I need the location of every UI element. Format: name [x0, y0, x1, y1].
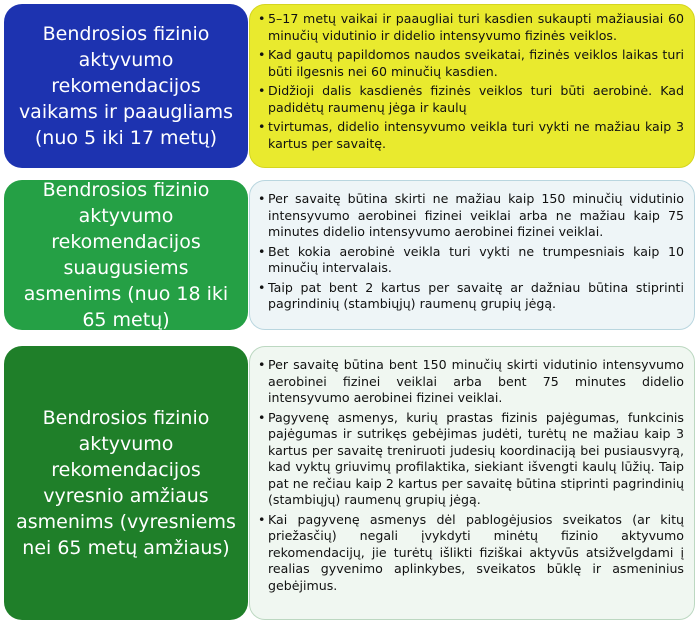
- children-label-text: Bendrosios fizinio aktyvumo rekomendacijos vaikams ir paaugliams (nuo 5 iki 17 metų): [18, 23, 234, 149]
- list-item-text: Per savaitę būtina bent 150 minučių skirti vidutinio intensyvumo aerobinei fizinei veiklai arba bent 75 minutes didelio intensyvumo aerobinei fizinei veiklai.: [268, 357, 684, 405]
- list-item: [258, 410, 684, 509]
- seniors-recommendations-box: [249, 346, 695, 620]
- bullet-icon: •: [258, 47, 266, 62]
- bullet-icon: •: [258, 357, 266, 372]
- bullet-icon: •: [258, 279, 266, 295]
- adults-recommendations-box: [249, 180, 695, 330]
- list-item: [258, 357, 684, 407]
- seniors-label-text: Bendrosios fizinio aktyvumo rekomendacijos vyresnio amžiaus asmenims (vyresniems nei 65 metų amžiaus): [16, 407, 236, 559]
- bullet-icon: •: [258, 11, 266, 26]
- adults-label-text: Bendrosios fizinio aktyvumo rekomendacijos suaugusiems asmenims (nuo 18 iki 65 metų): [23, 179, 229, 331]
- list-item-text: Bet kokia aerobinė veikla turi vykti ne trumpesniais kaip 10 minučių intervalais.: [268, 243, 684, 275]
- bullet-icon: •: [258, 191, 266, 206]
- bullet-icon: •: [258, 83, 266, 98]
- list-item-text: Kai pagyvenę asmenys dėl pablogėjusios sveikatos (ar kitų priežasčių) negali įvykdyti minėtų fizinio aktyvumo rekomendacijų, jie turėtų išlikti fiziškai aktyvūs atsižvelgdami į realias gyvenimo aplinkybes, sveikatos būklę ir asmeninius gebėjimus.: [268, 511, 684, 593]
- children-recommendations-box: [249, 4, 695, 168]
- list-item: [258, 47, 684, 80]
- seniors-recommendations-list: [258, 357, 684, 594]
- children-recommendations-list: [258, 11, 684, 152]
- list-item-text: Pagyvenę asmenys, kurių prastas fizinis pajėgumas, funkcinis pajėgumas ir sutrikęs gebėjimas judėti, turėtų ne mažiau kaip 3 kartus per savaitę treniruoti judesių koordinaciją bei pusiausvyrą, kad vyktų griuvimų profilaktika, siekiant išvengti kaulų lūžių. Taip pat ne rečiau kaip 2 kartus per savaitę būtina stiprinti pagrindinių (stambiųjų) raumenų grupių jėgą.: [268, 409, 684, 507]
- list-item-text: Taip pat bent 2 kartus per savaitę ar dažniau būtina stiprinti pagrindinių (stambiųjų) raumenų grupių jėgą.: [268, 279, 684, 311]
- bullet-icon: •: [258, 119, 266, 134]
- seniors-label-box: [4, 346, 248, 620]
- list-item-text: 5–17 metų vaikai ir paaugliai turi kasdien sukaupti mažiausiai 60 minučių vidutinio ir didelio intensyvumo fizinės veiklos.: [268, 11, 684, 43]
- children-label-box: [4, 4, 248, 168]
- list-item-text: Kad gautų papildomos naudos sveikatai, fizinės veiklos laikas turi būti ilgesnis nei 60 minučių kasdien.: [268, 47, 684, 79]
- list-item-text: tvirtumas, didelio intensyvumo veikla turi vykti ne mažiau kaip 3 kartus per savaitę.: [268, 119, 684, 151]
- list-item: [258, 11, 684, 44]
- list-item: [258, 280, 684, 313]
- bullet-icon: •: [258, 511, 266, 527]
- list-item: [258, 191, 684, 241]
- list-item: [258, 244, 684, 277]
- bullet-icon: •: [258, 243, 266, 259]
- list-item-text: Didžioji dalis kasdienės fizinės veiklos turi būti aerobinė. Kad padidėtų raumenų jėga ir kaulų: [268, 83, 684, 115]
- adults-recommendations-list: [258, 191, 684, 313]
- list-item: [258, 512, 684, 595]
- list-item: [258, 119, 684, 152]
- list-item-text: Per savaitę būtina skirti ne mažiau kaip 150 minučių vidutinio intensyvumo aerobinei fizinei veiklai arba ne mažiau kaip 75 minutes didelio intensyvumo aerobinei fizinei veiklai.: [268, 191, 684, 239]
- adults-label-box: [4, 180, 248, 330]
- bullet-icon: •: [258, 409, 266, 425]
- list-item: [258, 83, 684, 116]
